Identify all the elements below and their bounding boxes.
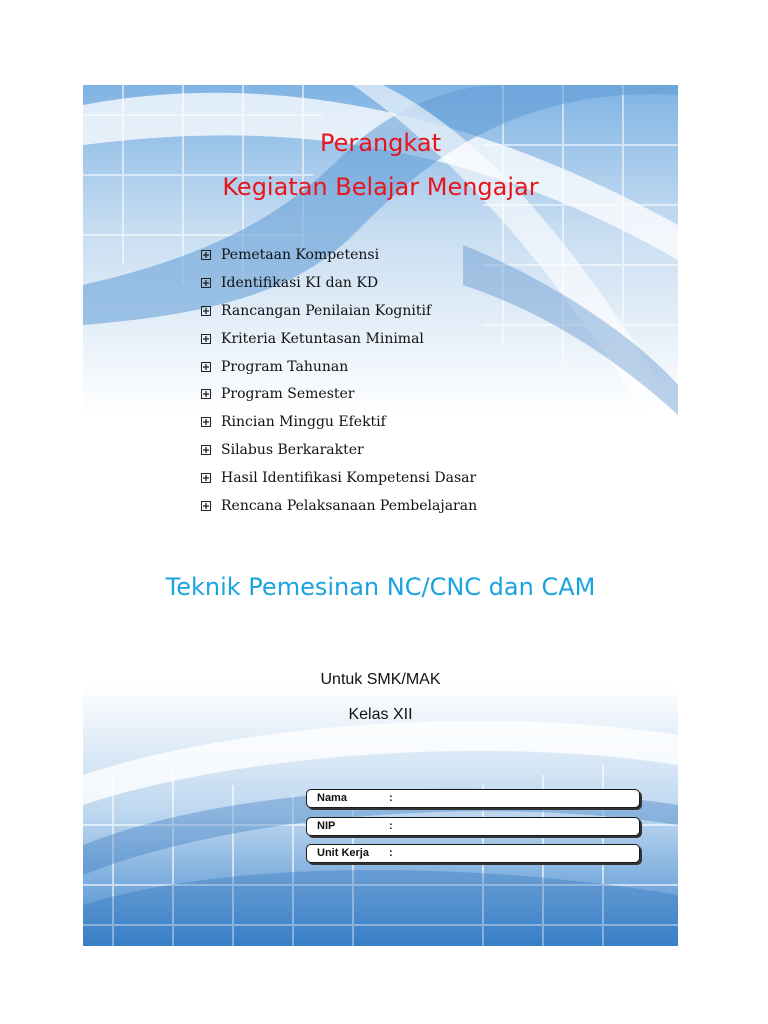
list-item xyxy=(201,380,477,408)
list-item xyxy=(201,325,477,353)
name-colon: : xyxy=(389,792,393,804)
unit-kerja-colon: : xyxy=(389,847,393,859)
nip-field[interactable] xyxy=(306,817,640,836)
boxed-plus-icon xyxy=(201,445,211,455)
subject-title: Teknik Pemesinan NC/CNC dan CAM xyxy=(165,573,596,601)
boxed-plus-icon xyxy=(201,278,211,288)
target-school-text: Untuk SMK/MAK xyxy=(320,671,441,688)
title-line-2: Kegiatan Belajar Mengajar xyxy=(222,173,539,201)
nip-colon: : xyxy=(389,820,393,832)
list-item xyxy=(201,464,477,492)
boxed-plus-icon xyxy=(201,473,211,483)
list-item xyxy=(201,353,477,381)
list-item-label: Rincian Minggu Efektif xyxy=(221,414,386,431)
title-line-1: Perangkat xyxy=(320,129,441,157)
list-item-label: Pemetaan Kompetensi xyxy=(221,246,380,263)
boxed-plus-icon xyxy=(201,334,211,344)
list-item xyxy=(201,492,477,520)
boxed-plus-icon xyxy=(201,501,211,511)
name-label: Nama xyxy=(317,792,347,804)
list-item-label: Rencana Pelaksanaan Pembelajaran xyxy=(221,497,478,514)
unit-kerja-label: Unit Kerja xyxy=(317,847,369,859)
name-field[interactable] xyxy=(306,789,640,808)
list-item xyxy=(201,436,477,464)
list-item-label: Program Semester xyxy=(221,386,355,403)
list-item-label: Silabus Berkarakter xyxy=(221,442,364,459)
cover-page xyxy=(83,85,678,946)
class-text: Kelas XII xyxy=(348,706,413,723)
boxed-plus-icon xyxy=(201,417,211,427)
boxed-plus-icon xyxy=(201,362,211,372)
list-item xyxy=(201,241,477,269)
list-item xyxy=(201,269,477,297)
boxed-plus-icon xyxy=(201,389,211,399)
list-item-label: Hasil Identifikasi Kompetensi Dasar xyxy=(221,470,477,487)
list-item xyxy=(201,408,477,436)
list-item-label: Rancangan Penilaian Kognitif xyxy=(221,302,432,319)
list-item-label: Identifikasi KI dan KD xyxy=(221,274,379,291)
contents-list xyxy=(201,241,477,520)
nip-label: NIP xyxy=(317,820,336,832)
list-item-label: Kriteria Ketuntasan Minimal xyxy=(221,330,424,347)
list-item-label: Program Tahunan xyxy=(221,358,349,375)
list-item xyxy=(201,297,477,325)
boxed-plus-icon xyxy=(201,250,211,260)
unit-kerja-field[interactable] xyxy=(306,844,640,863)
boxed-plus-icon xyxy=(201,306,211,316)
